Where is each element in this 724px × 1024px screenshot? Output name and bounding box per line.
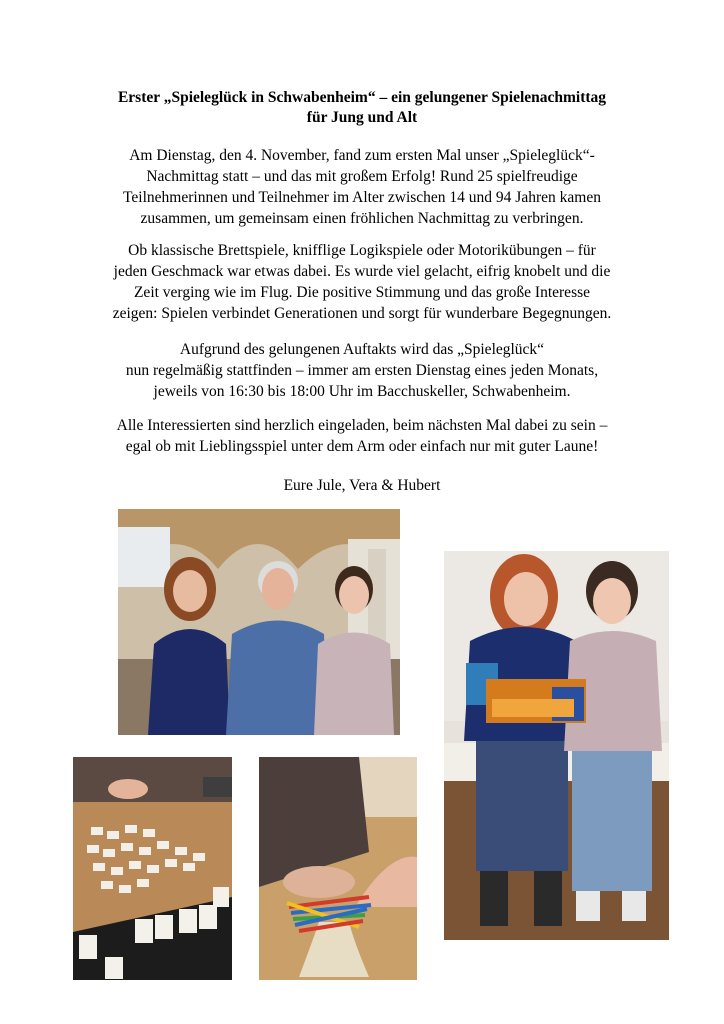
- text-line: zeigen: Spielen verbindet Generationen und sorgt für wunderbare Begegnungen.: [112, 305, 612, 322]
- text-line: Nachmittag statt – und das mit großem Erfolg! Rund 25 spielfreudige: [146, 168, 578, 185]
- article-title: [40, 88, 684, 128]
- tile-game-photo: [73, 757, 232, 980]
- title-line-1: Erster „Spieleglück in Schwabenheim“ – ein gelungener Spielenachmittag: [117, 89, 607, 106]
- paragraph-games: [60, 240, 664, 324]
- text-line: zusammen, um gemeinsam einen fröhlichen Nachmittag zu verbringen.: [140, 210, 584, 227]
- text-line: nun regelmäßig stattfinden – immer am ersten Dienstag eines jeden Monats,: [125, 362, 599, 379]
- text-line: Am Dienstag, den 4. November, fand zum ersten Mal unser „Spieleglück“-: [129, 147, 595, 164]
- text-line: Zeit verging wie im Flug. Die positive Stimmung und das große Interesse: [133, 284, 591, 301]
- board-games-photo: [444, 551, 669, 940]
- paragraph-schedule: [60, 339, 664, 402]
- stick-stacking-game-photo: [259, 757, 417, 980]
- text-line: Aufgrund des gelungenen Auftakts wird das „Spieleglück“: [179, 341, 545, 358]
- text-line: Ob klassische Brettspiele, knifflige Logikspiele oder Motorikübungen – für: [128, 242, 596, 259]
- text-line: jeden Geschmack war etwas dabei. Es wurde viel gelacht, eifrig knobelt und die: [113, 263, 611, 280]
- signature: Eure Jule, Vera & Hubert: [283, 477, 441, 494]
- text-line: jeweils von 16:30 bis 18:00 Uhr im Bacchuskeller, Schwabenheim.: [153, 383, 571, 400]
- group-photo: [118, 509, 400, 735]
- text-line: egal ob mit Lieblingsspiel unter dem Arm oder einfach nur mit guter Laune!: [125, 438, 599, 455]
- text-line: Alle Interessierten sind herzlich eingeladen, beim nächsten Mal dabei zu sein –: [116, 417, 608, 434]
- title-line-2: für Jung und Alt: [306, 109, 418, 126]
- text-line: Teilnehmerinnen und Teilnehmer im Alter zwischen 14 und 94 Jahren kamen: [123, 189, 601, 206]
- paragraph-intro: [60, 145, 664, 229]
- paragraph-invitation: [60, 415, 664, 457]
